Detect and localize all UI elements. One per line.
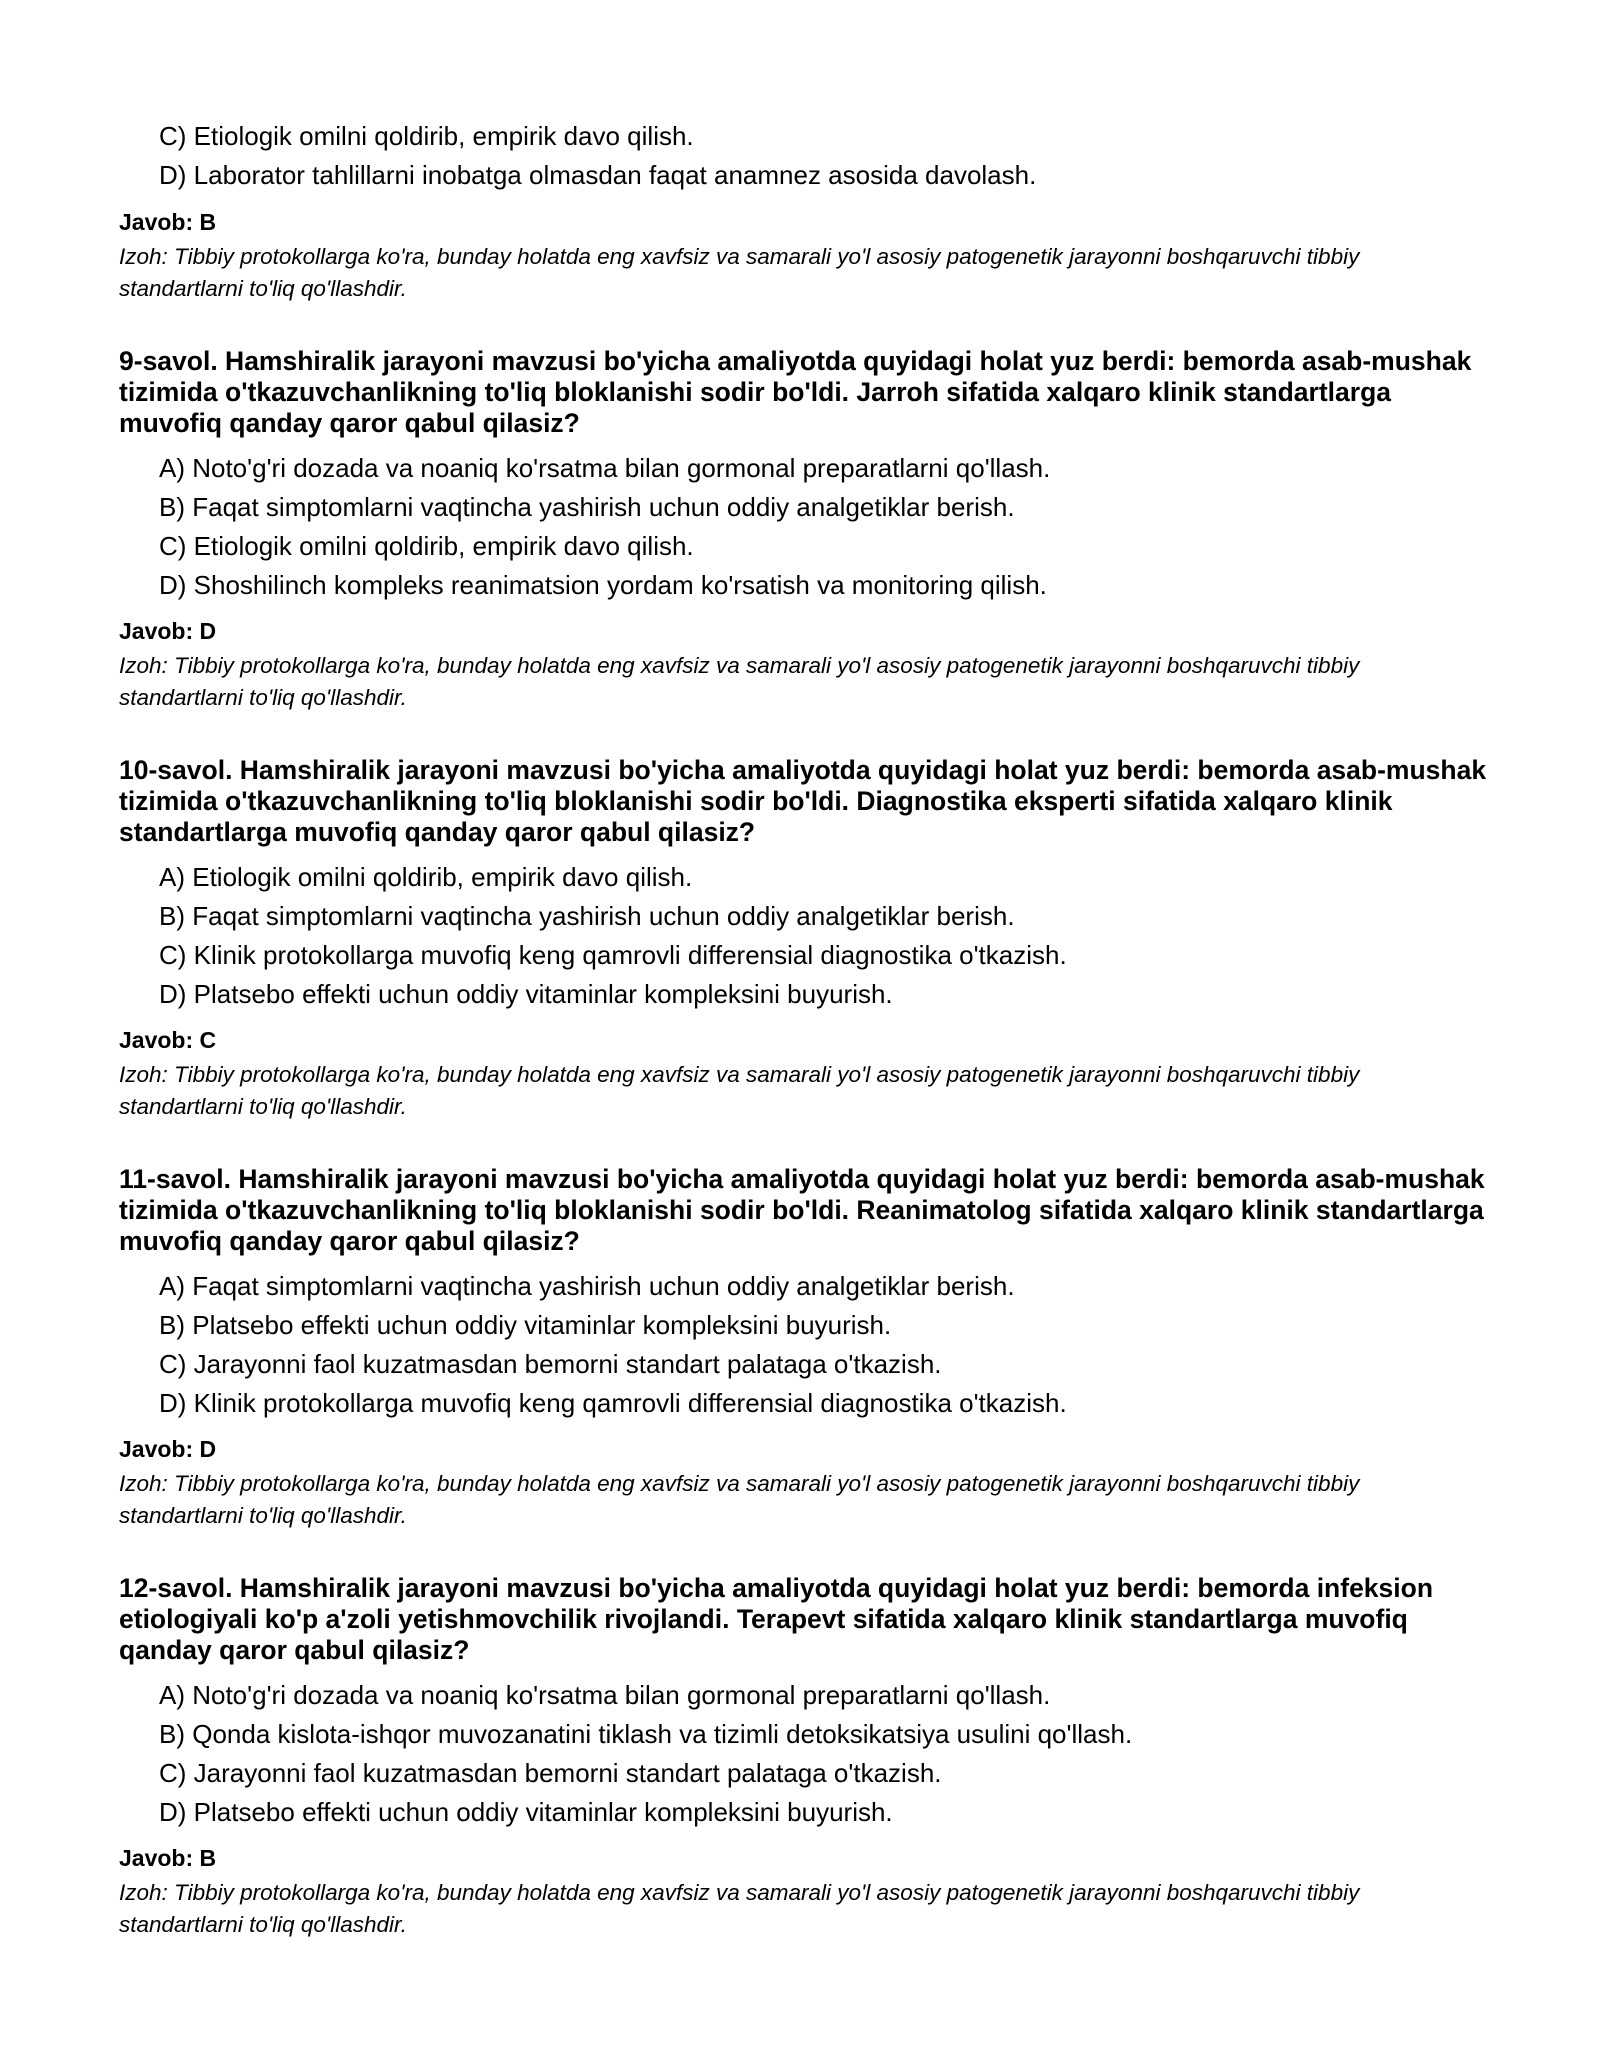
- question-11-option-b: B) Platsebo effekti uchun oddiy vitaminlar kompleksini buyurish.: [159, 1310, 892, 1340]
- question-12-note: Izoh: Tibbiy protokollarga ko'ra, bunday holatda eng xavfsiz va samarali yo'l asosiy patogenetik jarayonni boshqaruvchi tibbiy standartlarni to'liq qo'llashdir.: [119, 1880, 1360, 1937]
- prev-answer: Javob: B: [119, 209, 217, 235]
- prev-note: Izoh: Tibbiy protokollarga ko'ra, bunday holatda eng xavfsiz va samarali yo'l asosiy patogenetik jarayonni boshqaruvchi tibbiy standartlarni to'liq qo'llashdir.: [119, 244, 1360, 301]
- question-11-option-a: A) Faqat simptomlarni vaqtincha yashirish uchun oddiy analgetiklar berish.: [159, 1271, 1015, 1301]
- question-9-option-b: B) Faqat simptomlarni vaqtincha yashirish uchun oddiy analgetiklar berish.: [159, 492, 1015, 522]
- question-11-option-d: D) Klinik protokollarga muvofiq keng qamrovli differensial diagnostika o'tkazish.: [159, 1388, 1067, 1418]
- question-12-answer: Javob: B: [119, 1845, 217, 1871]
- question-11-option-c: C) Jarayonni faol kuzatmasdan bemorni standart palataga o'tkazish.: [159, 1349, 942, 1379]
- question-11-answer: Javob: D: [119, 1436, 217, 1462]
- question-12-text: 12-savol. Hamshiralik jarayoni mavzusi bo'yicha amaliyotda quyidagi holat yuz berdi: bemorda infeksion etiologiyali ko'p a'zoli yetishmovchilik rivojlandi. Terapevt sifatida xalqaro klinik standartlarga muvofiq qanday qaror qabul qilasiz?: [119, 1573, 1434, 1665]
- question-9-text: 9-savol. Hamshiralik jarayoni mavzusi bo'yicha amaliyotda quyidagi holat yuz berdi: bemorda asab-mushak tizimida o'tkazuvchanlikning to'liq bloklanishi sodir bo'ldi. Jarroh sifatida xalqaro klinik standartlarga muvofiq qanday qaror qabul qilasiz?: [119, 346, 1472, 438]
- question-12-option-d: D) Platsebo effekti uchun oddiy vitaminlar kompleksini buyurish.: [159, 1797, 893, 1827]
- question-10-option-d: D) Platsebo effekti uchun oddiy vitaminlar kompleksini buyurish.: [159, 979, 893, 1009]
- question-10-answer: Javob: C: [119, 1027, 217, 1053]
- prev-option-d: D) Laborator tahlillarni inobatga olmasdan faqat anamnez asosida davolash.: [159, 160, 1037, 190]
- question-9-option-c: C) Etiologik omilni qoldirib, empirik davo qilish.: [159, 531, 694, 561]
- question-9-note: Izoh: Tibbiy protokollarga ko'ra, bunday holatda eng xavfsiz va samarali yo'l asosiy patogenetik jarayonni boshqaruvchi tibbiy standartlarni to'liq qo'llashdir.: [119, 653, 1360, 710]
- question-10-option-b: B) Faqat simptomlarni vaqtincha yashirish uchun oddiy analgetiklar berish.: [159, 901, 1015, 931]
- question-12-option-a: A) Noto'g'ri dozada va noaniq ko'rsatma bilan gormonal preparatlarni qo'llash.: [159, 1680, 1051, 1710]
- prev-option-c: C) Etiologik omilni qoldirib, empirik davo qilish.: [159, 121, 694, 151]
- question-11-note: Izoh: Tibbiy protokollarga ko'ra, bunday holatda eng xavfsiz va samarali yo'l asosiy patogenetik jarayonni boshqaruvchi tibbiy standartlarni to'liq qo'llashdir.: [119, 1471, 1360, 1528]
- question-11-text: 11-savol. Hamshiralik jarayoni mavzusi bo'yicha amaliyotda quyidagi holat yuz berdi: bemorda asab-mushak tizimida o'tkazuvchanlikning to'liq bloklanishi sodir bo'ldi. Reanimatolog sifatida xalqaro klinik standartlarga muvofiq qanday qaror qabul qilasiz?: [119, 1164, 1485, 1256]
- question-12-option-b: B) Qonda kislota-ishqor muvozanatini tiklash va tizimli detoksikatsiya usulini qo'llash.: [159, 1719, 1133, 1749]
- question-10-text: 10-savol. Hamshiralik jarayoni mavzusi bo'yicha amaliyotda quyidagi holat yuz berdi: bemorda asab-mushak tizimida o'tkazuvchanlikning to'liq bloklanishi sodir bo'ldi. Diagnostika eksperti sifatida xalqaro klinik standartlarga muvofiq qanday qaror qabul qilasiz?: [119, 755, 1487, 847]
- question-9-option-d: D) Shoshilinch kompleks reanimatsion yordam ko'rsatish va monitoring qilish.: [159, 570, 1047, 600]
- question-10-option-a: A) Etiologik omilni qoldirib, empirik davo qilish.: [159, 862, 693, 892]
- question-12-option-c: C) Jarayonni faol kuzatmasdan bemorni standart palataga o'tkazish.: [159, 1758, 942, 1788]
- question-10-option-c: C) Klinik protokollarga muvofiq keng qamrovli differensial diagnostika o'tkazish.: [159, 940, 1067, 970]
- question-10-note: Izoh: Tibbiy protokollarga ko'ra, bunday holatda eng xavfsiz va samarali yo'l asosiy patogenetik jarayonni boshqaruvchi tibbiy standartlarni to'liq qo'llashdir.: [119, 1062, 1360, 1119]
- question-9-answer: Javob: D: [119, 618, 217, 644]
- question-9-option-a: A) Noto'g'ri dozada va noaniq ko'rsatma bilan gormonal preparatlarni qo'llash.: [159, 453, 1051, 483]
